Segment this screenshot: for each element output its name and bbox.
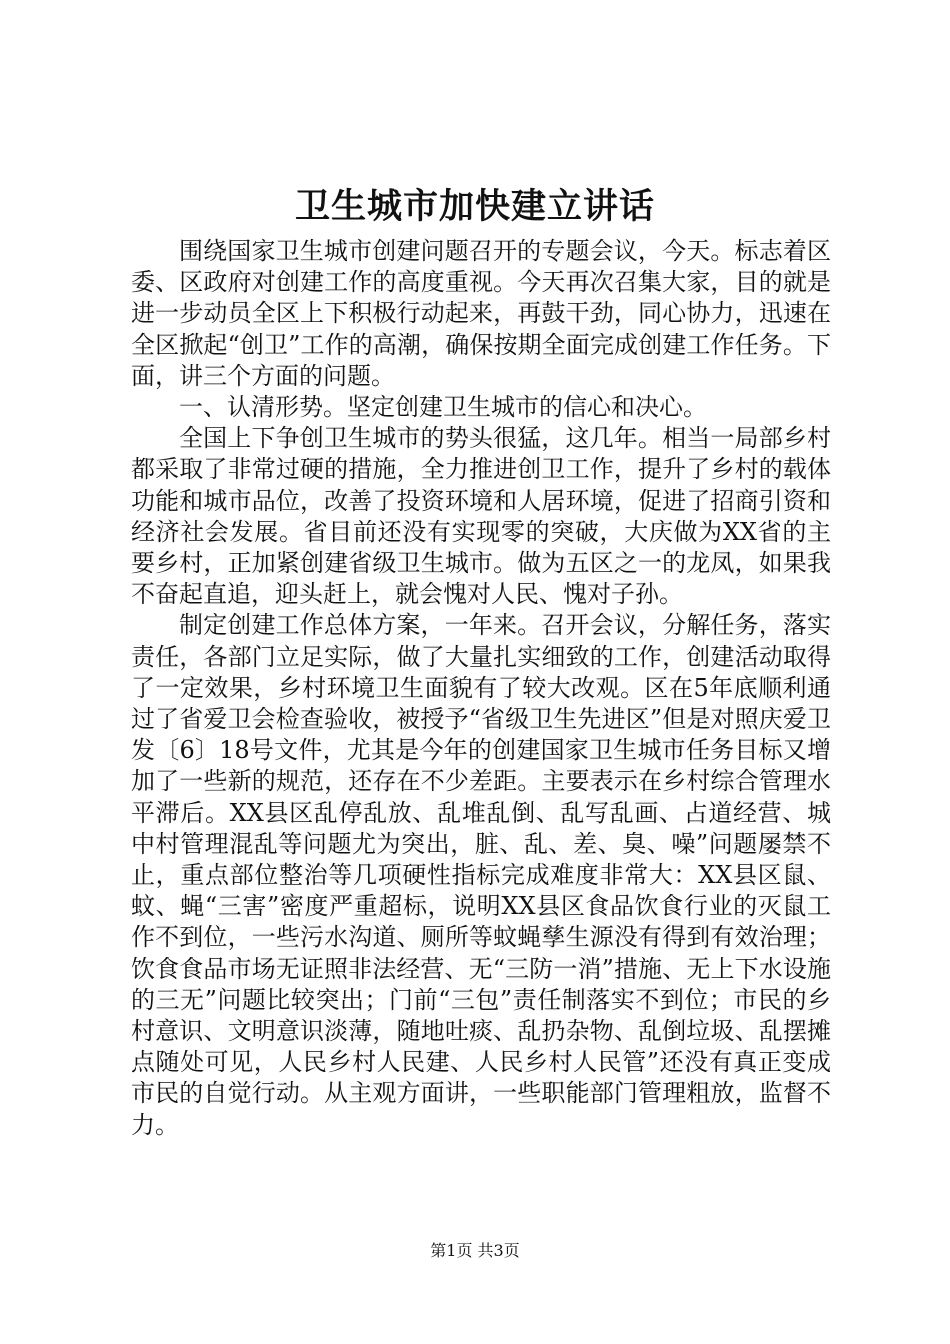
paragraph-intro: 围绕国家卫生城市创建问题召开的专题会议，今天。标志着区委、区政府对创建工作的高度重视。今天再次召集大家，目的就是进一步动员全区上下积极行动起来，再鼓干劲，同心协力，迅速在全区掀起“创卫”工作的高潮，确保按期全面完成创建工作任务。下面，讲三个方面的问题。 — [131, 237, 831, 390]
document-title: 卫生城市加快建立讲话 — [294, 186, 655, 227]
page-number: 第1页 共3页 — [430, 1241, 520, 1260]
document-body — [131, 236, 831, 1141]
paragraph-progress: 制定创建工作总体方案，一年来。召开会议，分解任务，落实责任，各部门立足实际，做了大量扎实细致的工作，创建活动取得了一定效果，乡村环境卫生面貌有了较大改观。区在5年底顺利通过了省爱卫会检查验收，被授予“省级卫生先进区”但是对照庆爱卫发〔6〕18号文件，尤其是今年的创建国家卫生城市任务目标又增加了一些新的规范，还存在不少差距。主要表示在乡村综合管理水平滞后。XX县区乱停乱放、乱堆乱倒、乱写乱画、占道经营、城中村管理混乱等问题尤为突出，脏、乱、差、臭、噪”问题屡禁不止，重点部位整治等几项硬性指标完成难度非常大：XX县区鼠、蚊、蝇“三害”密度严重超标，说明XX县区食品饮食行业的灭鼠工作不到位，一些污水沟道、厕所等蚊蝇孳生源没有得到有效治理；饮食食品市场无证照非法经营、无“三防一消”措施、无上下水设施的三无”问题比较突出；门前“三包”责任制落实不到位；市民的乡村意识、文明意识淡薄，随地吐痰、乱扔杂物、乱倒垃圾、乱摆摊点随处可见，人民乡村人民建、人民乡村人民管”还没有真正变成市民的自觉行动。从主观方面讲，一些职能部门管理粗放，监督不力。 — [131, 611, 831, 1139]
section-heading-1: 一、认清形势。坚定创建卫生城市的信心和决心。 — [179, 393, 707, 422]
paragraph-situation: 全国上下争创卫生城市的势头很猛，这几年。相当一局部乡村都采取了非常过硬的措施，全力推进创卫工作，提升了乡村的载体功能和城市品位，改善了投资环境和人居环境，促进了招商引资和经济社会发展。省目前还没有实现零的突破，大庆做为XX省的主要乡村，正加紧创建省级卫生城市。做为五区之一的龙凤，如果我不奋起直追，迎头赶上，就会愧对人民、愧对子孙。 — [131, 424, 831, 609]
